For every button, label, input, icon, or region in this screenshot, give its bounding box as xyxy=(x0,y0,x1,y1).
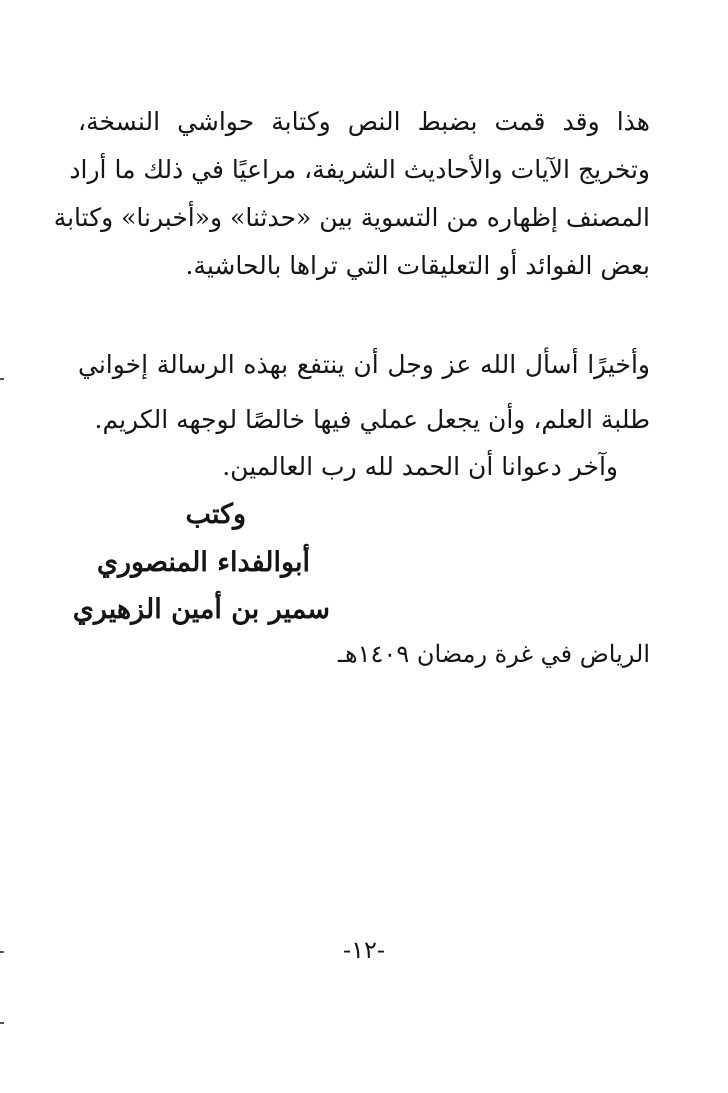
paragraph-1-line-1: هذا وقد قمت بضبط النص وكتابة حواشي النسخة، xyxy=(78,107,650,136)
signature-name-2: سمير بن أمين الزهيري xyxy=(72,594,330,625)
margin-mark xyxy=(0,1022,4,1024)
place-date: الرياض في غرة رمضان ١٤٠٩هـ xyxy=(337,640,650,668)
margin-mark xyxy=(0,378,4,380)
page-number: -١٢- xyxy=(343,936,385,964)
paragraph-2-line-1: وأخيرًا أسأل الله عز وجل أن ينتفع بهذه الرسالة إخواني xyxy=(78,350,650,379)
paragraph-1-line-2: وتخريج الآيات والأحاديث الشريفة، مراعيًا في ذلك ما أراد xyxy=(69,155,650,184)
paragraph-2-line-3: وآخر دعوانا أن الحمد لله رب العالمين. xyxy=(222,452,618,481)
paragraph-2-line-2: طلبة العلم، وأن يجعل عملي فيها خالصًا لوجهه الكريم. xyxy=(94,405,650,434)
paragraph-1-line-4: بعض الفوائد أو التعليقات التي تراها بالحاشية. xyxy=(185,251,650,280)
signature-wrote: وكتب xyxy=(185,499,246,530)
margin-mark xyxy=(0,951,4,953)
signature-name-1: أبوالفداء المنصوري xyxy=(96,547,310,578)
paragraph-1-line-3: المصنف إظهاره من التسوية بين «حدثنا» و«أخبرنا» وكتابة xyxy=(53,203,650,232)
